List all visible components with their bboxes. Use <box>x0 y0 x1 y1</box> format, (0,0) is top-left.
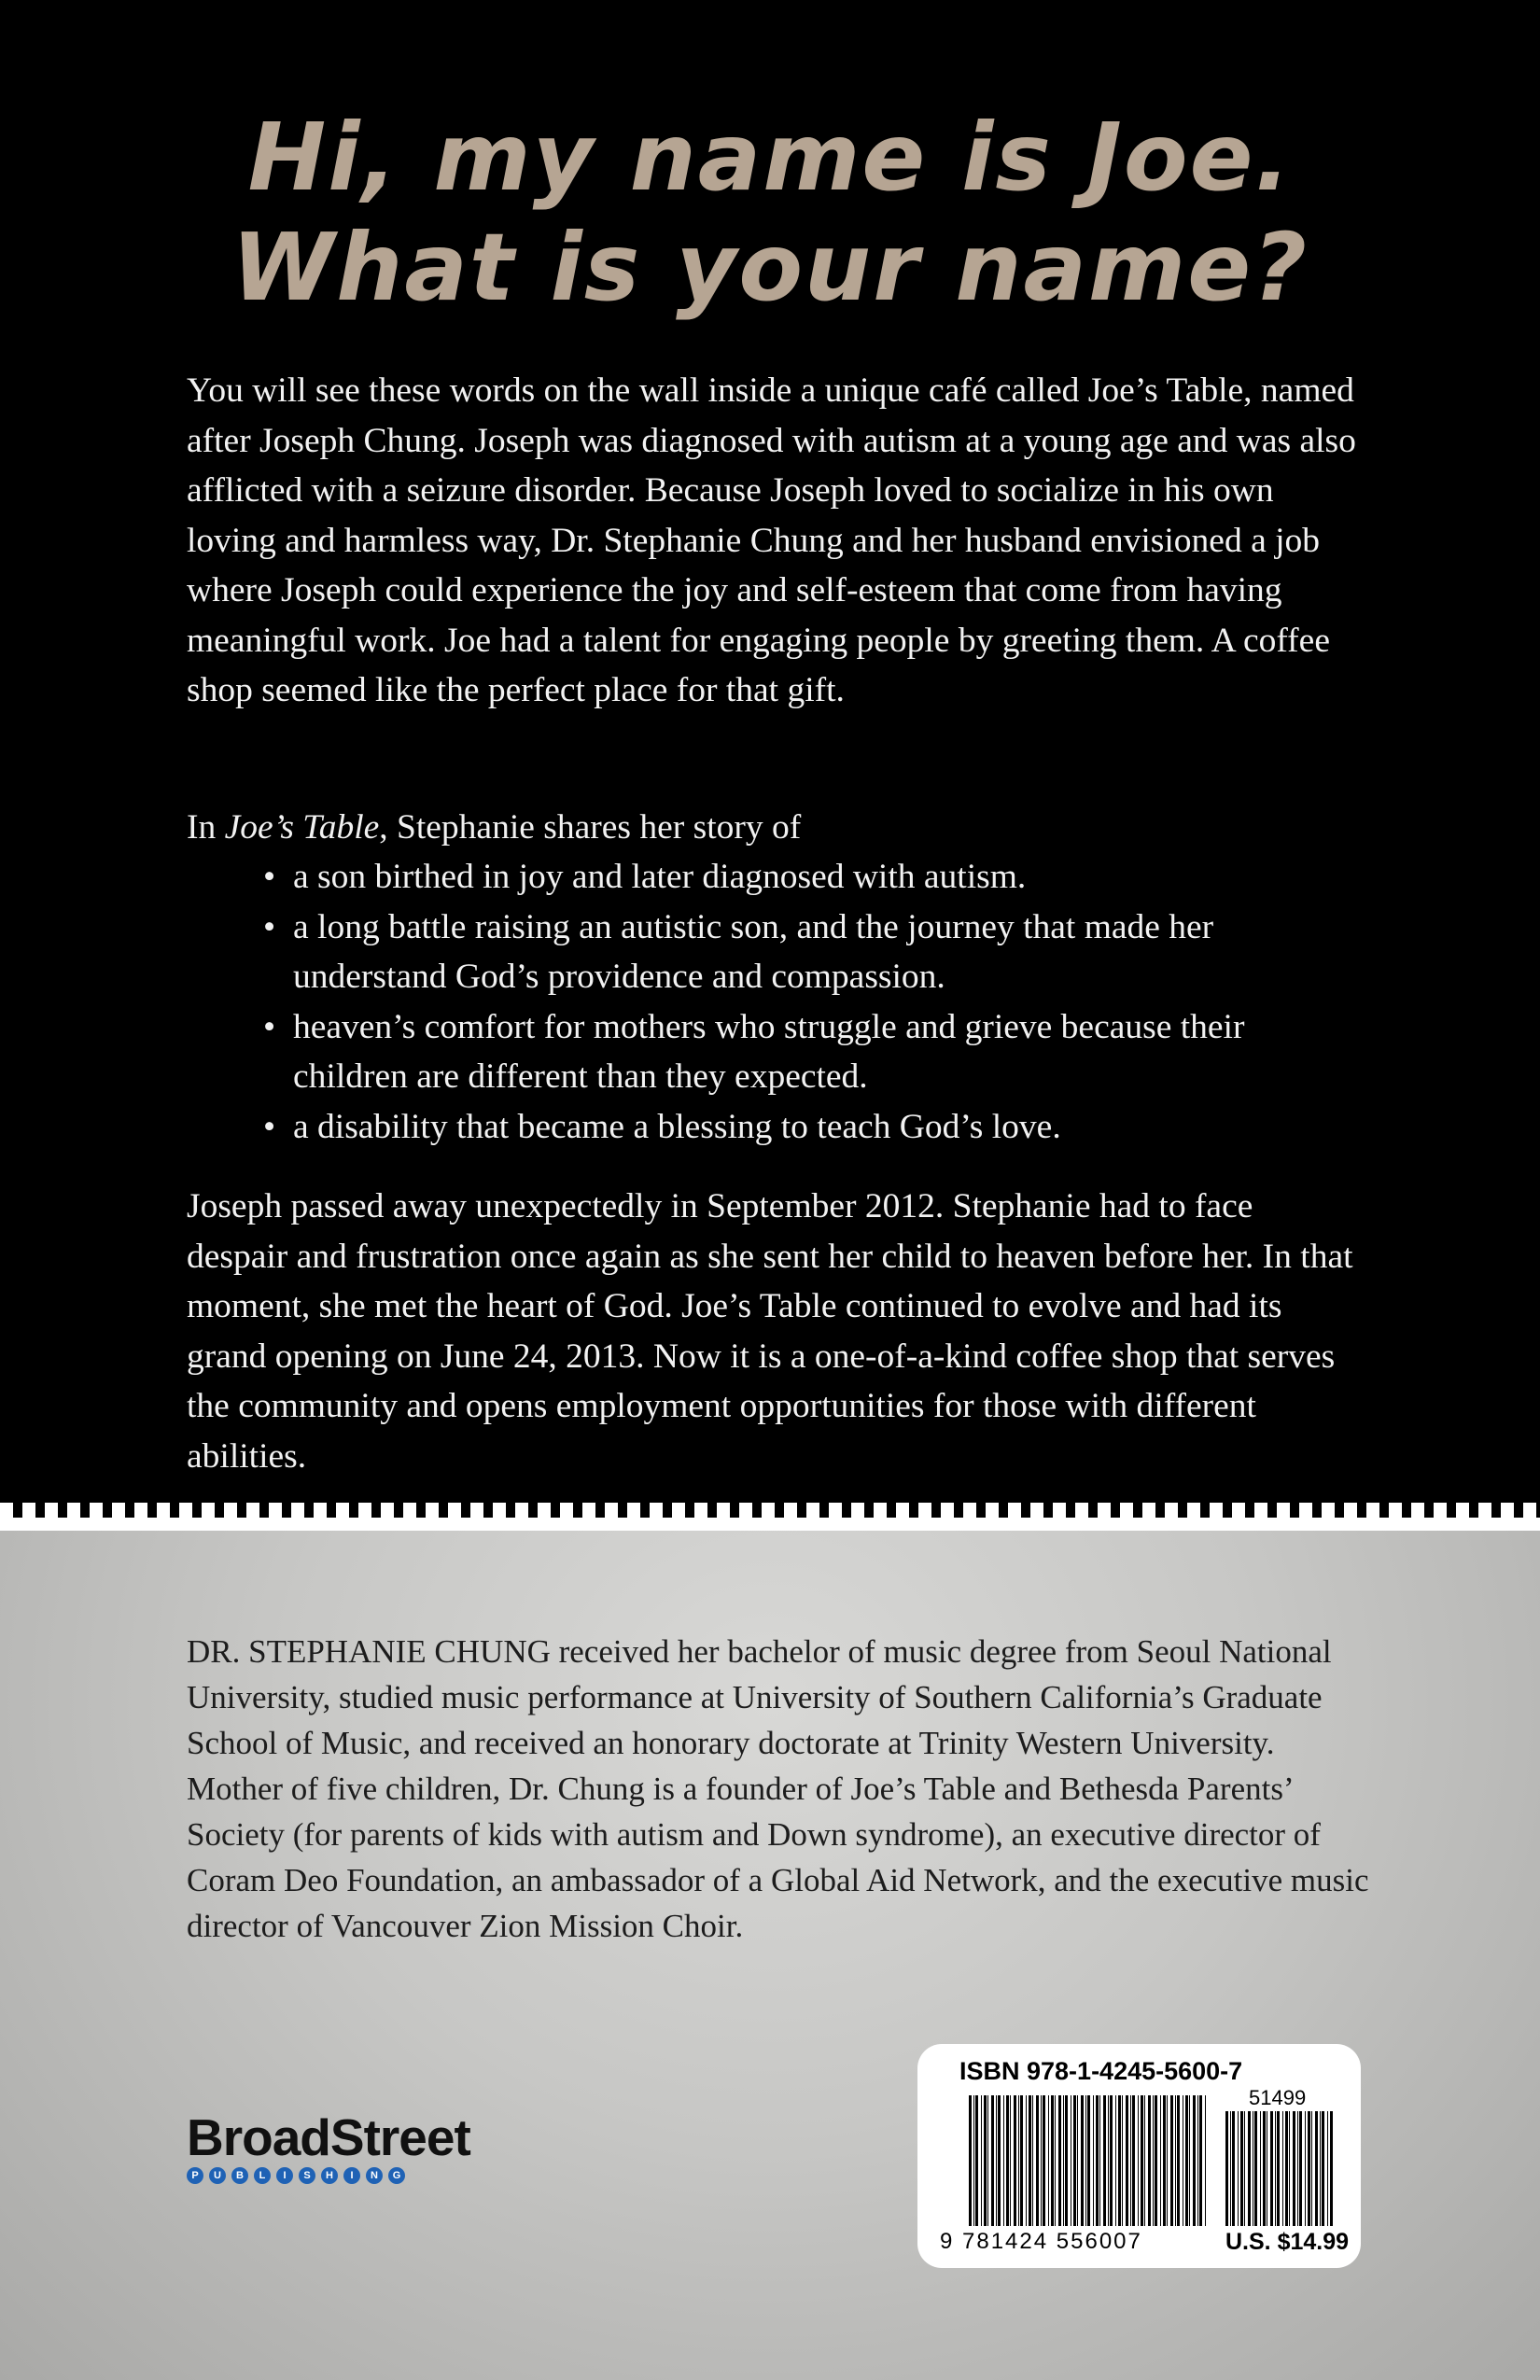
barcode-bar <box>1244 2111 1245 2226</box>
barcode-bar <box>1175 2095 1176 2226</box>
heading-line-2: What is your name? <box>231 213 1309 322</box>
barcode-bar <box>984 2095 987 2226</box>
barcode-bar <box>1063 2095 1064 2226</box>
barcode-bar <box>1093 2095 1094 2226</box>
barcode-bar <box>1199 2095 1202 2226</box>
price-label: U.S. $14.99 <box>1225 2229 1350 2255</box>
barcode-bar <box>1003 2095 1004 2226</box>
decorative-border-bar <box>0 1518 1540 1531</box>
description-paragraph-1: You will see these words on the wall inside a unique café called Joe’s Table, named after Joseph Chung. Joseph was diagnosed with autism at a young age and was also afflicted with a seizure disorder. Because Joseph loved to socialize in his own loving and harmless way, Dr. Stephanie Chung and her husband envisioned a job where Joseph could experience the joy and self-esteem that come from having meaningful work. Joe had a talent for engaging people by greeting them. A coffee shop seemed like the perfect place for that gift. <box>187 371 1356 709</box>
barcode-bar <box>996 2095 997 2226</box>
barcode-bar <box>1065 2095 1068 2226</box>
barcode-bar <box>1225 2111 1228 2226</box>
publisher-name: BroadStreet <box>187 2108 470 2166</box>
barcode-bar <box>1282 2111 1283 2226</box>
barcode-bar <box>1026 2095 1027 2226</box>
barcode-bar <box>1308 2111 1310 2226</box>
barcode-bar <box>1051 2095 1054 2226</box>
barcode-bar <box>1299 2111 1302 2226</box>
barcode-bar <box>1020 2095 1023 2226</box>
isbn-barcode-box <box>917 2044 1361 2268</box>
barcode-bar <box>1006 2095 1009 2226</box>
barcode-bar <box>1232 2111 1235 2226</box>
barcode-bar <box>1103 2095 1106 2226</box>
bullet-text: a long battle raising an autistic son, and the journey that made her understand God’s providence and compassion. <box>293 907 1214 996</box>
bullet-text: heaven’s comfort for mothers who struggle and grieve because their children are different than they expected. <box>293 1007 1245 1096</box>
barcode-bar <box>1118 2095 1121 2226</box>
barcode-bar <box>1327 2111 1328 2226</box>
barcode-bar <box>1077 2095 1078 2226</box>
barcode-bar <box>1153 2095 1154 2226</box>
barcode-bar <box>1110 2095 1113 2226</box>
publisher-logo <box>187 2108 470 2184</box>
barcode-bar <box>1085 2095 1086 2226</box>
barcode-bar <box>1108 2095 1109 2226</box>
barcode-bar <box>1275 2111 1276 2226</box>
publisher-letter: N <box>366 2167 383 2184</box>
description-paragraph-3: Joseph passed away unexpectedly in September 2012. Stephanie had to face despair and frustration once again as she sent her child to heaven before her. In that moment, she met the heart of God. Joe’s Table continued to evolve and had its grand opening on June 24, 2013. Now it is a one-of-a-kind coffee shop that serves the community and opens employment opportunities for those with different abilities. <box>187 1187 1353 1476</box>
barcode-bar <box>1320 2111 1321 2226</box>
barcode-bar <box>1263 2111 1266 2226</box>
barcode-bar <box>1115 2095 1116 2226</box>
barcode-addon <box>1225 2111 1333 2226</box>
barcode-bar <box>1122 2095 1123 2226</box>
barcode-bar <box>1305 2111 1306 2226</box>
intro-book-title: Joe’s Table <box>224 808 380 847</box>
barcode-bar <box>1277 2111 1280 2226</box>
barcode-bar <box>1293 2111 1295 2226</box>
barcode-bar <box>1315 2111 1318 2226</box>
barcode-bar <box>1014 2095 1016 2226</box>
publisher-letter: B <box>231 2167 248 2184</box>
barcode-bar <box>1289 2111 1290 2226</box>
barcode-bar <box>1330 2111 1333 2226</box>
barcode-bar <box>1185 2095 1188 2226</box>
barcode-bar <box>1010 2095 1011 2226</box>
barcode-bar <box>1043 2095 1045 2226</box>
barcode-bar <box>1041 2095 1042 2226</box>
list-item <box>263 1002 1346 1102</box>
list-item <box>263 852 1346 903</box>
publisher-letter: L <box>254 2167 271 2184</box>
bullet-text: a son birthed in joy and later diagnosed with autism. <box>293 858 1027 896</box>
barcode-bar <box>1058 2095 1061 2226</box>
barcode-bar <box>1322 2111 1324 2226</box>
barcode-bar <box>1167 2095 1168 2226</box>
barcode-bar <box>1073 2095 1076 2226</box>
intro-line <box>187 803 1363 853</box>
ean-digits: 9 781424 556007 <box>940 2229 1142 2254</box>
barcode-bar <box>1029 2095 1031 2226</box>
publisher-letter: P <box>187 2167 203 2184</box>
barcode-bar <box>1148 2095 1151 2226</box>
barcode-bar <box>1130 2095 1131 2226</box>
publisher-letter: H <box>321 2167 338 2184</box>
bullet-icon: • <box>263 1007 276 1046</box>
barcode-bar <box>1240 2111 1243 2226</box>
publisher-letter: U <box>209 2167 226 2184</box>
barcode-bar <box>991 2095 994 2226</box>
barcode-bar <box>1099 2095 1100 2226</box>
barcode-bar <box>1126 2095 1128 2226</box>
intro-prefix: In <box>187 808 225 847</box>
barcode-bar <box>1055 2095 1056 2226</box>
bullet-icon: • <box>263 907 276 946</box>
bullet-icon: • <box>263 1107 276 1146</box>
barcode-bar <box>1160 2095 1161 2226</box>
barcode-bar <box>1018 2095 1019 2226</box>
publisher-subtitle <box>187 2167 470 2184</box>
barcode-bar <box>1311 2111 1312 2226</box>
bullet-icon: • <box>263 858 276 896</box>
barcode-bar <box>1048 2095 1049 2226</box>
publisher-letter: I <box>276 2167 293 2184</box>
publisher-letter: G <box>388 2167 405 2184</box>
barcode-bar <box>1141 2095 1143 2226</box>
barcode-bar <box>973 2095 974 2226</box>
publisher-letter: I <box>343 2167 360 2184</box>
barcode-bar <box>1032 2095 1033 2226</box>
barcode-bar <box>987 2095 988 2226</box>
barcode-bar <box>1163 2095 1166 2226</box>
intro-suffix: , Stephanie shares her story of <box>379 808 802 847</box>
barcode-bar <box>998 2095 1001 2226</box>
list-item <box>263 1102 1346 1153</box>
barcode-bar <box>1270 2111 1273 2226</box>
author-bio: DR. STEPHANIE CHUNG received her bachelor of music degree from Seoul National University, studied music performance at University of Southern California’s Graduate School of Music, and received an honorary doctorate at Trinity Western University. Mother of five children, Dr. Chung is a founder of Joe’s Table and Bethesda Parents’ Society (for parents of kids with autism and Down syndrome), an executive director of Coram Deo Foundation, an ambassador of a Global Aid Network, and the executive music director of Vancouver Zion Mission Choir. <box>187 1633 1369 1944</box>
barcode-bar <box>1155 2095 1157 2226</box>
barcode-bar <box>1132 2095 1135 2226</box>
barcode-bar <box>1189 2095 1190 2226</box>
publisher-letter: S <box>299 2167 315 2184</box>
barcode-bar <box>975 2095 978 2226</box>
barcode-bar <box>1254 2111 1257 2226</box>
barcode-bar <box>1081 2095 1084 2226</box>
barcode-bar <box>969 2095 972 2226</box>
barcode-bar <box>1238 2111 1239 2226</box>
heading-line-1: Hi, my name is Joe. <box>247 103 1293 212</box>
barcode-bar <box>1138 2095 1139 2226</box>
barcode-bar <box>1036 2095 1039 2226</box>
list-item <box>263 903 1346 1002</box>
barcode-bar <box>1230 2111 1231 2226</box>
barcode-bar <box>1248 2111 1251 2226</box>
barcode-bar <box>1096 2095 1099 2226</box>
barcode-bar <box>1087 2095 1090 2226</box>
barcode-bar <box>1297 2111 1298 2226</box>
bullet-text: a disability that became a blessing to teach God’s love. <box>293 1107 1061 1146</box>
isbn-label: ISBN 978-1-4245-5600-7 <box>959 2057 1243 2085</box>
barcode-bar <box>1193 2095 1196 2226</box>
isbn-addon: 51499 <box>1249 2086 1307 2109</box>
barcode-bar <box>1285 2111 1288 2226</box>
barcode-bar <box>1197 2095 1198 2226</box>
barcode-bar <box>1260 2111 1261 2226</box>
barcode-bar <box>981 2095 982 2226</box>
barcode-main <box>969 2095 1207 2226</box>
barcode-bar <box>1177 2095 1180 2226</box>
bullet-list <box>263 852 1346 1152</box>
barcode-bar <box>1144 2095 1145 2226</box>
barcode-bar <box>1170 2095 1173 2226</box>
barcode-bar <box>1205 2095 1206 2226</box>
